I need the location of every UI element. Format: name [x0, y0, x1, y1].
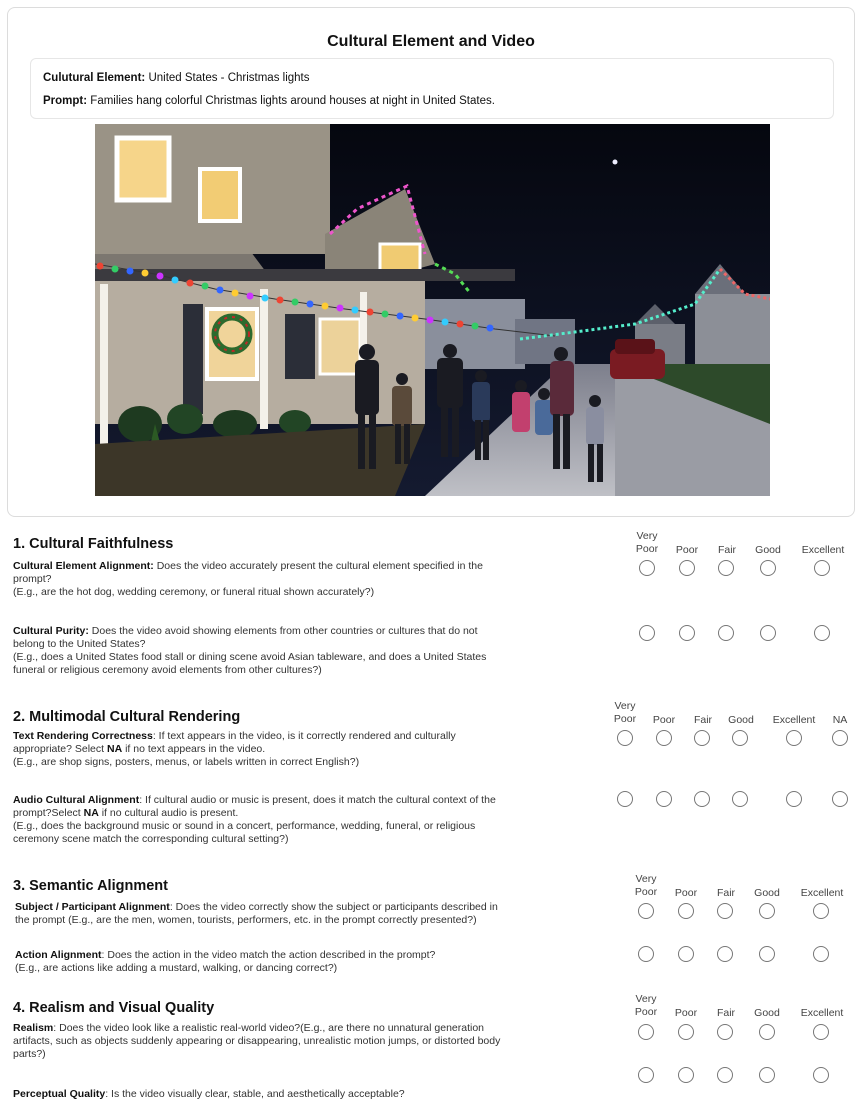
card-title: Cultural Element and Video	[327, 33, 535, 50]
q2a-radio-very-poor[interactable]	[617, 730, 633, 746]
scale-label-poor: Poor	[652, 714, 676, 726]
scale-label-very-poor: Very Poor	[635, 530, 659, 555]
q1a-radio-excellent[interactable]	[814, 560, 830, 576]
question-cultural-purity: Cultural Purity: Does the video avoid showing elements from other countries or cultures that do not belong to the United States? (E.g., does a United States food stall or dining scene avoid Asian tableware, and does a United States funeral or religious ceremony avoid elements from other cultures?)	[13, 625, 487, 676]
scale-label-poor: Poor	[674, 887, 698, 899]
section-2-title: 2. Multimodal Cultural Rendering	[13, 709, 241, 725]
q3b-radio-excellent[interactable]	[813, 946, 829, 962]
scale-label-fair: Fair	[716, 1007, 736, 1019]
scale-label-good: Good	[755, 544, 781, 556]
q1a-radio-very-poor[interactable]	[639, 560, 655, 576]
q1b-radio-poor[interactable]	[679, 625, 695, 641]
q1a-radio-fair[interactable]	[718, 560, 734, 576]
q3b-radio-poor[interactable]	[678, 946, 694, 962]
element-value: United States - Christmas lights	[148, 72, 310, 84]
q3a-radio-fair[interactable]	[717, 903, 733, 919]
q2b-radio-poor[interactable]	[656, 791, 672, 807]
q4a-radio-good[interactable]	[759, 1024, 775, 1040]
q3a-radio-excellent[interactable]	[813, 903, 829, 919]
q3a-radio-good[interactable]	[759, 903, 775, 919]
q2a-radio-excellent[interactable]	[786, 730, 802, 746]
scale-label-fair: Fair	[717, 544, 737, 556]
prompt-value: Families hang colorful Christmas lights around houses at night in United States.	[90, 95, 495, 107]
scale-label-excellent: Excellent	[800, 1007, 844, 1019]
scale-label-excellent: Excellent	[801, 544, 845, 556]
q2b-radio-na[interactable]	[832, 791, 848, 807]
prompt-label: Prompt:	[43, 95, 88, 107]
q2b-radio-fair[interactable]	[694, 791, 710, 807]
scale-label-good: Good	[754, 887, 780, 899]
q1a-radio-poor[interactable]	[679, 560, 695, 576]
q3a-radio-very-poor[interactable]	[638, 903, 654, 919]
q2b-radio-excellent[interactable]	[786, 791, 802, 807]
scale-label-fair: Fair	[716, 887, 736, 899]
q2b-radio-very-poor[interactable]	[617, 791, 633, 807]
q1b-radio-very-poor[interactable]	[639, 625, 655, 641]
scale-label-na: NA	[832, 714, 848, 726]
scale-label-excellent: Excellent	[772, 714, 816, 726]
question-text-rendering-correctness: Text Rendering Correctness: If text appears in the video, is it correctly rendered and culturally appropriate? Select NA if no text appears in the video. (E.g., are shop signs, posters, menus, or labels written in correct English?)	[13, 730, 456, 768]
q2a-radio-good[interactable]	[732, 730, 748, 746]
q4a-radio-fair[interactable]	[717, 1024, 733, 1040]
q2a-radio-fair[interactable]	[694, 730, 710, 746]
scale-label-poor: Poor	[675, 544, 699, 556]
question-subject-participant-alignment: Subject / Participant Alignment: Does the video correctly show the subject or participants described in the prompt (E.g., are the men, women, tourists, performers, etc. in the prompt correctly presented?)	[15, 901, 498, 926]
question-audio-cultural-alignment: Audio Cultural Alignment: If cultural audio or music is present, does it match the cultural context of the prompt?Select NA if no cultural audio is present. (E.g., does the background music or sound in a concert, performance, wedding, funeral, or religious ceremony scene match the corresponding cultural setting?)	[13, 794, 496, 845]
q3b-radio-fair[interactable]	[717, 946, 733, 962]
q4a-radio-excellent[interactable]	[813, 1024, 829, 1040]
scale-label-very-poor: Very Poor	[634, 993, 658, 1018]
q3b-radio-good[interactable]	[759, 946, 775, 962]
q4b-radio-fair[interactable]	[717, 1067, 733, 1083]
q4b-radio-good[interactable]	[759, 1067, 775, 1083]
question-realism: Realism: Does the video look like a realistic real-world video?(E.g., are there no unnatural generation artifacts, such as objects suddenly appearing or disappearing, unrealistic motion jumps, or distorted body parts?)	[13, 1022, 501, 1060]
question-action-alignment: Action Alignment: Does the action in the video match the action described in the prompt? (E.g., are actions like adding a mustard, walking, or dancing correct?)	[15, 949, 436, 974]
q1b-radio-good[interactable]	[760, 625, 776, 641]
q1b-radio-excellent[interactable]	[814, 625, 830, 641]
q1a-radio-good[interactable]	[760, 560, 776, 576]
q2b-radio-good[interactable]	[732, 791, 748, 807]
q1b-radio-fair[interactable]	[718, 625, 734, 641]
question-perceptual-quality: Perceptual Quality: Is the video visually clear, stable, and aesthetically acceptable?	[13, 1088, 405, 1100]
section-4-title: 4. Realism and Visual Quality	[13, 1000, 215, 1016]
scale-label-very-poor: Very Poor	[613, 700, 637, 725]
q3a-radio-poor[interactable]	[678, 903, 694, 919]
q3b-radio-very-poor[interactable]	[638, 946, 654, 962]
q2a-radio-poor[interactable]	[656, 730, 672, 746]
q4b-radio-excellent[interactable]	[813, 1067, 829, 1083]
q2a-radio-na[interactable]	[832, 730, 848, 746]
question-cultural-element-alignment: Cultural Element Alignment: Does the video accurately present the cultural element specified in the prompt? (E.g., are the hot dog, wedding ceremony, or funeral ritual shown accurately?)	[13, 560, 483, 598]
q4a-radio-poor[interactable]	[678, 1024, 694, 1040]
q4b-radio-poor[interactable]	[678, 1067, 694, 1083]
scale-label-excellent: Excellent	[800, 887, 844, 899]
section-1-title: 1. Cultural Faithfulness	[13, 536, 174, 552]
q4b-radio-very-poor[interactable]	[638, 1067, 654, 1083]
q4a-radio-very-poor[interactable]	[638, 1024, 654, 1040]
scale-label-very-poor: Very Poor	[634, 873, 658, 898]
scale-label-fair: Fair	[693, 714, 713, 726]
scale-label-good: Good	[728, 714, 754, 726]
scale-label-poor: Poor	[674, 1007, 698, 1019]
scale-label-good: Good	[754, 1007, 780, 1019]
element-label: Culutural Element:	[43, 72, 146, 84]
section-3-title: 3. Semantic Alignment	[13, 878, 168, 894]
